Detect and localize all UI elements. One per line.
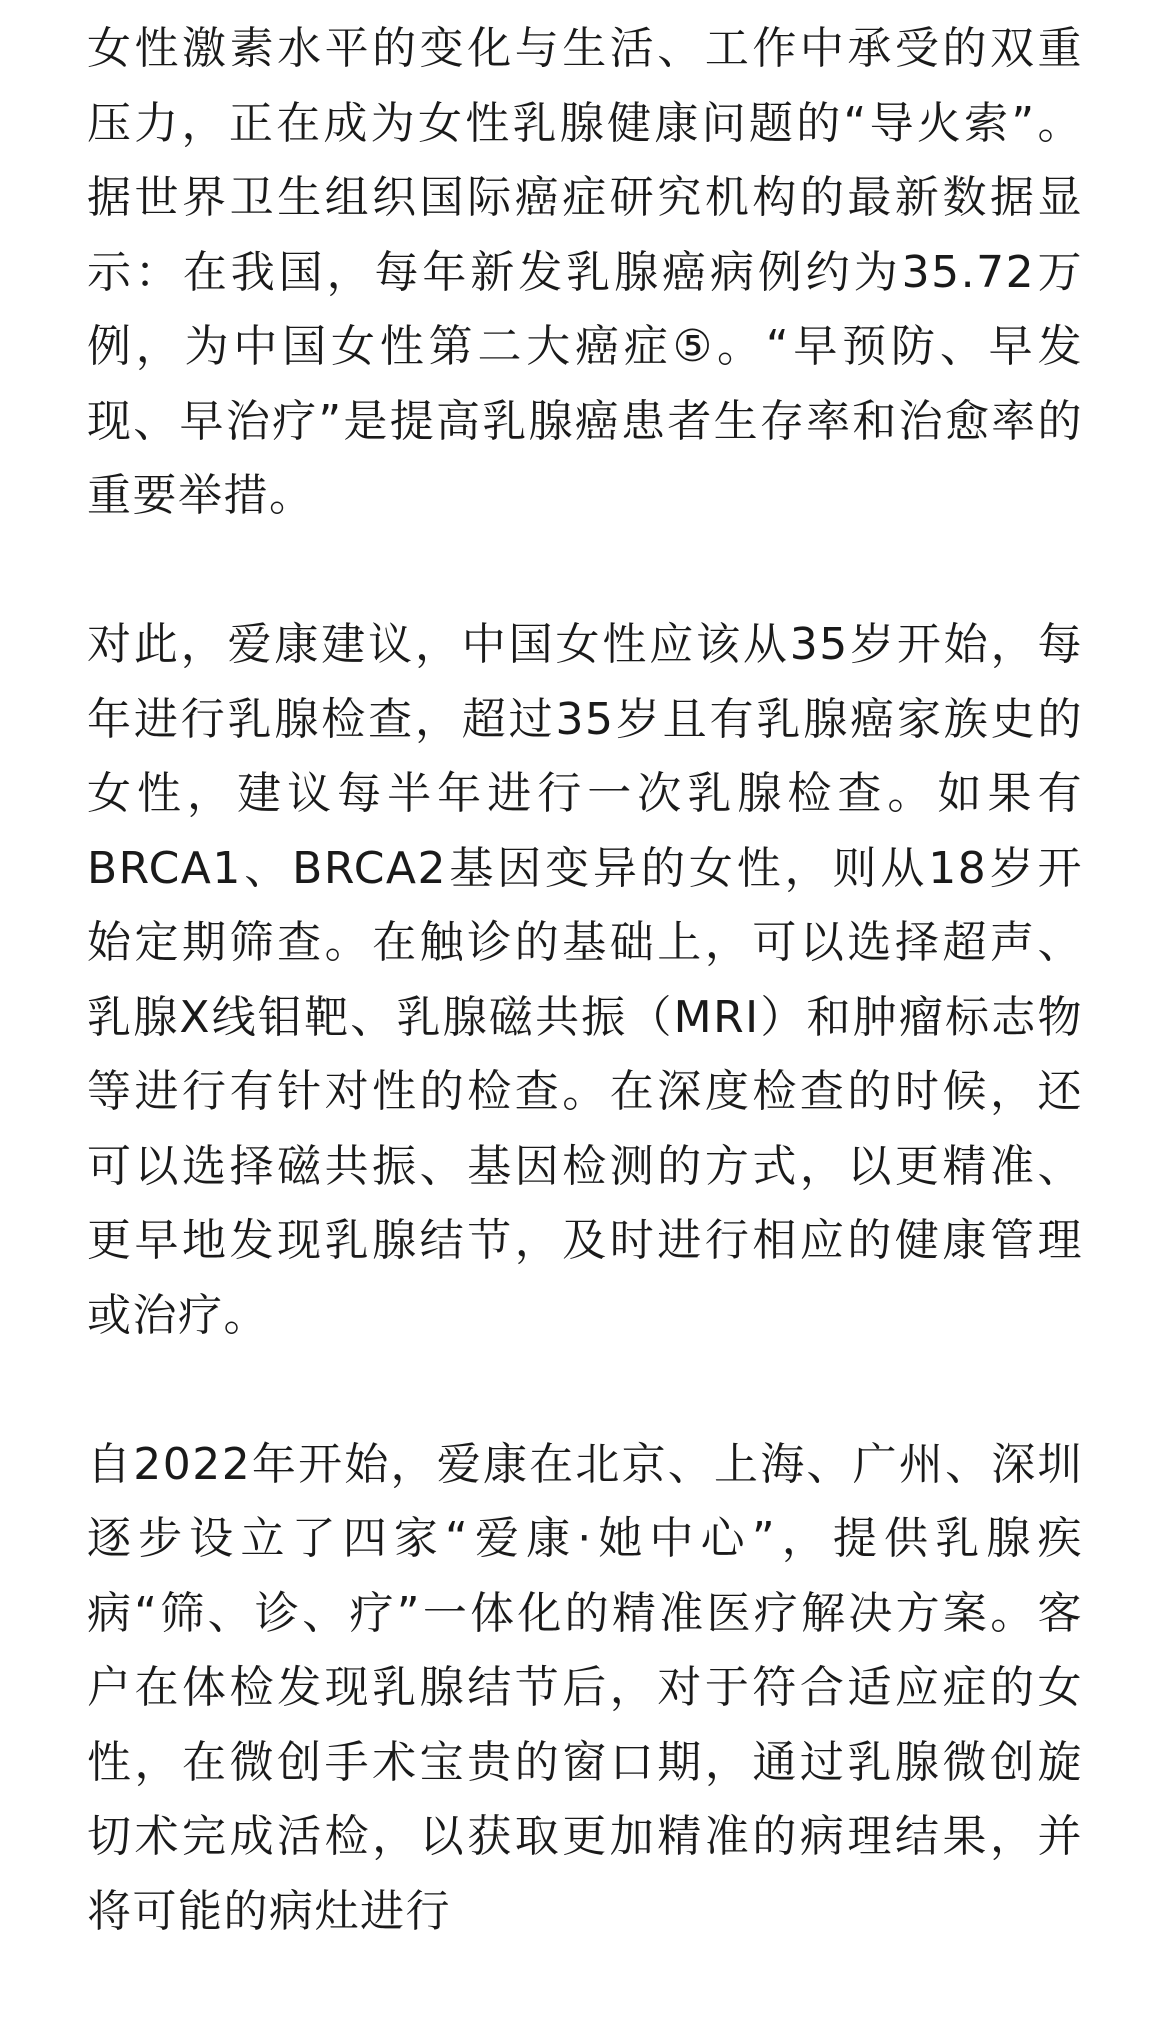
article-body (87, 12, 1083, 2024)
paragraph-screening-advice: 对此，爱康建议，中国女性应该从35岁开始，每年进行乳腺检查，超过35岁且有乳腺癌家族史的女性，建议每半年进行一次乳腺检查。如果有BRCA1、BRCA2基因变异的女性，则从18岁开始定期筛查。在触诊的基础上，可以选择超声、乳腺X线钼靶、乳腺磁共振（MRI）和肿瘤标志物等进行有针对性的检查。在深度检查的时候，还可以选择磁共振、基因检测的方式，以更精准、更早地发现乳腺结节，及时进行相应的健康管理或治疗。 (87, 619, 1083, 1341)
paragraph-hormone-pressure: 女性激素水平的变化与生活、工作中承受的双重压力，正在成为女性乳腺健康问题的“导火索”。据世界卫生组织国际癌症研究机构的最新数据显示：在我国，每年新发乳腺癌病例约为35.72万例，为中国女性第二大癌症⑤。“早预防、早发现、早治疗”是提高乳腺癌患者生存率和治愈率的重要举措。 (87, 23, 1083, 521)
paragraph-her-center: 自2022年开始，爱康在北京、上海、广州、深圳逐步设立了四家“爱康·她中心”，提供乳腺疾病“筛、诊、疗”一体化的精准医疗解决方案。客户在体检发现乳腺结节后，对于符合适应症的女性，在微创手术宝贵的窗口期，通过乳腺微创旋切术完成活检，以获取更加精准的病理结果，并将可能的病灶进行 (87, 1438, 1083, 1937)
